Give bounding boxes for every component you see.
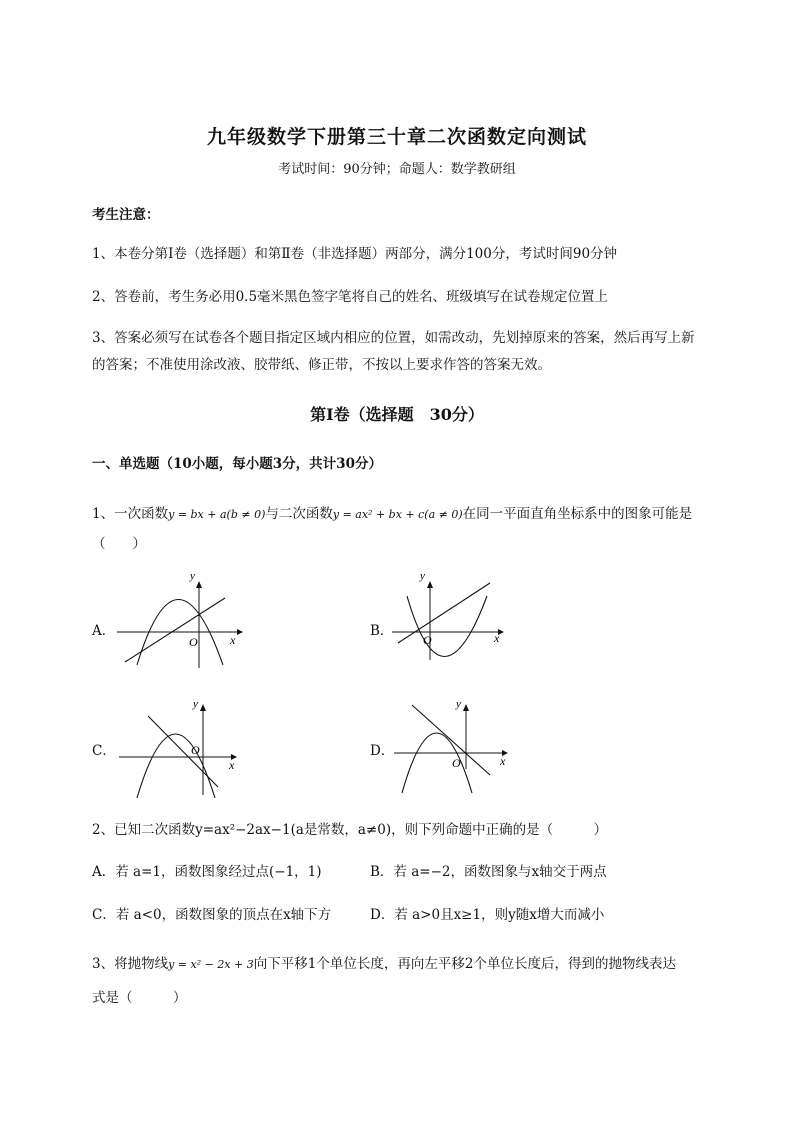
- line: [412, 705, 490, 775]
- section-heading: 一、单选题（10小题，每小题3分，共计30分）: [92, 456, 382, 472]
- q3-suffix: 向下平移1个单位长度，再向左平移2个单位长度后，得到的抛物线表达: [253, 956, 676, 972]
- origin-label: O: [423, 633, 432, 647]
- y-label: y: [193, 698, 198, 710]
- origin-label: O: [191, 743, 200, 757]
- exam-info: 考试时间：90分钟；命题人：数学教研组: [278, 162, 516, 177]
- y-axis-arrow: [427, 581, 433, 588]
- q1-answer-blank: （ ）: [92, 536, 146, 552]
- graph-a-svg: [115, 572, 245, 672]
- q1-graph-b[interactable]: [390, 572, 520, 676]
- notice-item-2: 2、答卷前，考生务必用0.5毫米黑色签字笔将自己的姓名、班级填写在试卷规定位置上: [92, 289, 609, 305]
- q2-option-b[interactable]: B．若 a=−2，函数图象与x轴交于两点: [370, 864, 607, 880]
- y-label: y: [190, 572, 195, 582]
- q1-option-b-label[interactable]: B．: [370, 623, 394, 639]
- y-label: y: [420, 572, 425, 582]
- q1-graph-a[interactable]: [115, 572, 245, 676]
- graph-d-svg: [390, 695, 520, 800]
- q1-quadratic-expr: y = ax² + bx + c(a ≠ 0): [332, 508, 463, 521]
- q1-prefix: 1、一次函数: [92, 506, 169, 522]
- origin-label: O: [452, 756, 461, 770]
- notice-item-3-line2: 的答案；不准使用涂改液、胶带纸、修正带，不按以上要求作答的答案无效。: [92, 357, 551, 373]
- question-2-stem: 2、已知二次函数y=ax²−2ax−1(a是常数，a≠0)，则下列命题中正确的是（ ）: [92, 822, 608, 838]
- line: [398, 583, 490, 643]
- part-title: 第I卷（选择题 30分）: [310, 405, 484, 424]
- q1-option-d-label[interactable]: D．: [370, 743, 395, 759]
- page-title: 九年级数学下册第三十章二次函数定向测试: [206, 126, 587, 148]
- q3-expr: y = x² − 2x + 3: [168, 958, 254, 971]
- notice-item-1: 1、本卷分第I卷（选择题）和第Ⅱ卷（非选择题）两部分，满分100分，考试时间90分钟: [92, 246, 618, 262]
- q1-graph-d[interactable]: [390, 695, 520, 804]
- q1-option-c-label[interactable]: C．: [92, 743, 116, 759]
- q1-suffix: 在同一平面直角坐标系中的图象可能是: [462, 506, 693, 522]
- q1-option-a-label[interactable]: A．: [92, 623, 116, 639]
- q2-option-d[interactable]: D．若 a>0且x≥1，则y随x增大而减小: [370, 907, 605, 923]
- y-label: y: [456, 698, 461, 710]
- q3-prefix: 3、将抛物线: [92, 956, 169, 972]
- parabola: [402, 733, 472, 793]
- graph-c-svg: [115, 695, 245, 800]
- x-axis-arrow: [237, 629, 243, 635]
- y-axis-arrow: [463, 704, 469, 711]
- graph-b-svg: [390, 572, 520, 672]
- x-label: x: [230, 633, 236, 647]
- q1-graph-c[interactable]: [115, 695, 245, 804]
- question-3-stem: [92, 952, 676, 972]
- x-label: x: [229, 758, 235, 772]
- parabola: [407, 596, 487, 657]
- origin-label: O: [189, 635, 198, 649]
- x-label: x: [500, 754, 506, 768]
- q3-answer-line: 式是（ ）: [92, 990, 187, 1006]
- q2-option-a[interactable]: A．若 a=1，函数图象经过点(−1，1): [92, 864, 322, 880]
- line: [148, 716, 218, 787]
- x-label: x: [494, 631, 500, 645]
- notice-item-3-line1: 3、答案必须写在试卷各个题目指定区域内相应的位置，如需改动，先划掉原来的答案，然后再写上新: [92, 330, 695, 346]
- y-axis-arrow: [196, 581, 202, 588]
- q1-mid: 与二次函数: [265, 506, 333, 522]
- question-1-stem: [92, 502, 692, 522]
- q2-option-c[interactable]: C．若 a<0，函数图象的顶点在x轴下方: [92, 907, 332, 923]
- notice-heading: 考生注意：: [92, 207, 160, 223]
- line: [125, 598, 225, 662]
- y-axis-arrow: [200, 704, 206, 711]
- q1-linear-expr: y = bx + a(b ≠ 0): [168, 508, 266, 521]
